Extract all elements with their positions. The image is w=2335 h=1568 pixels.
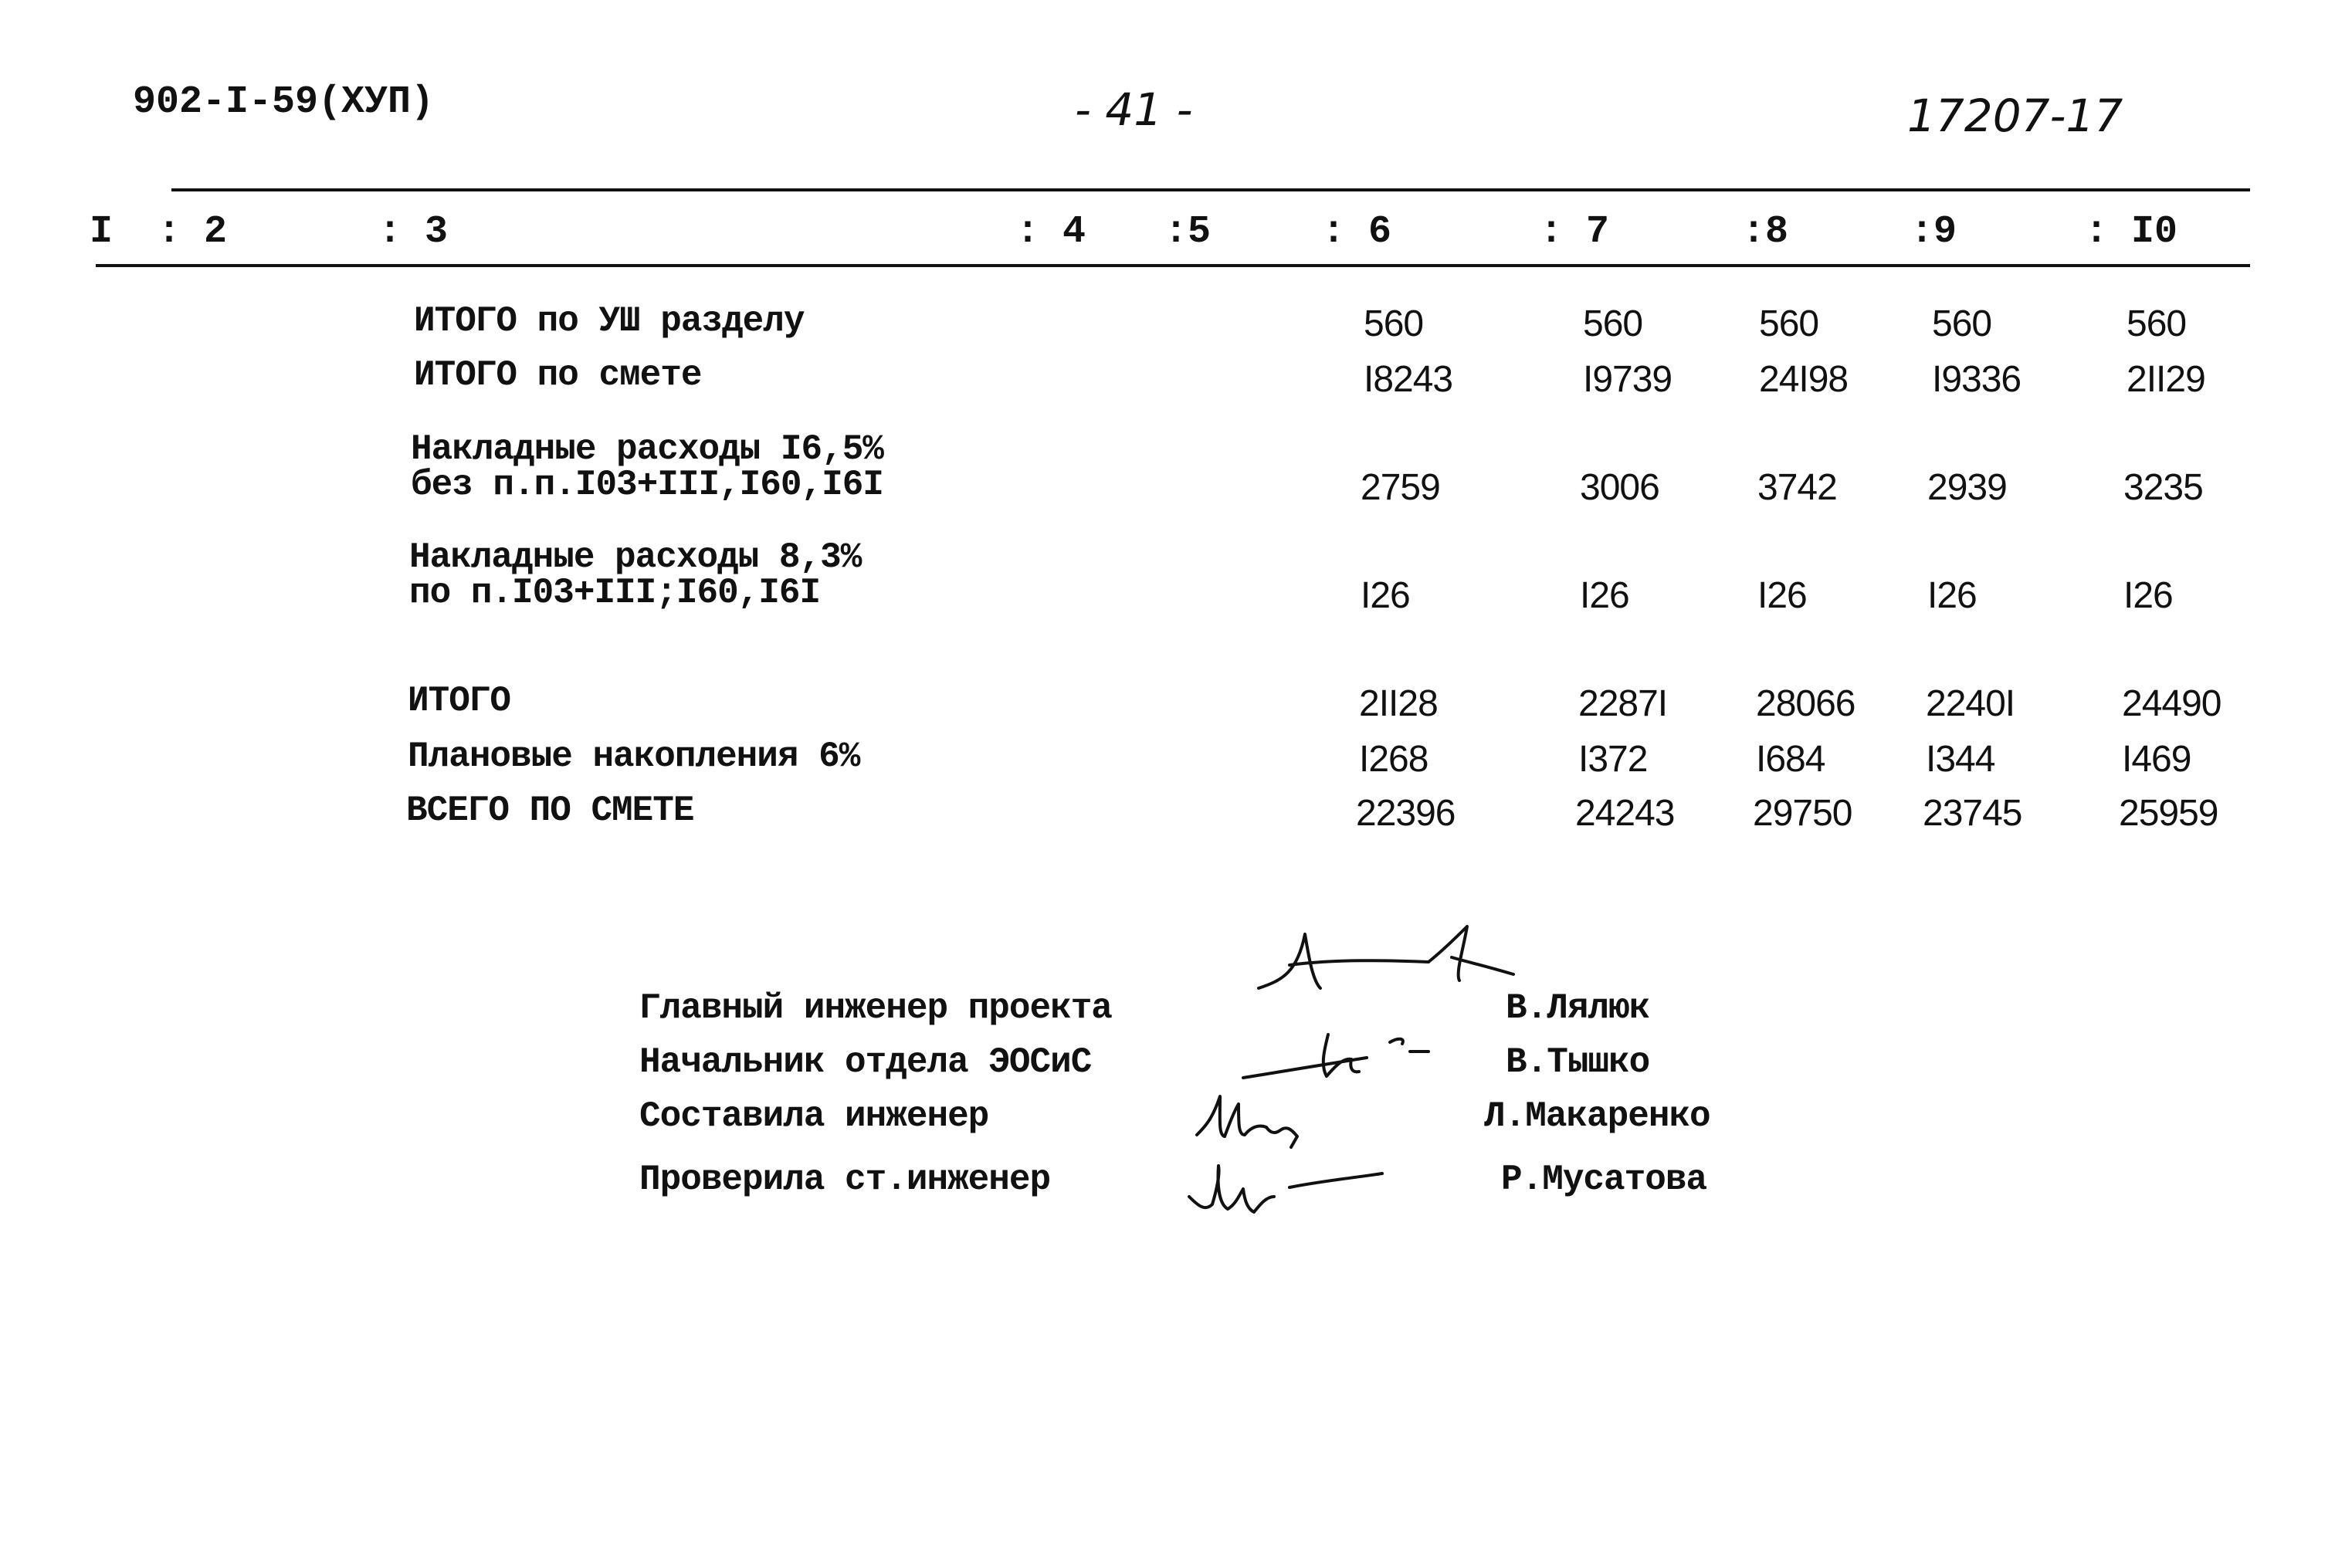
cell-col7: 2287I <box>1578 683 1668 724</box>
row-label-overhead-8-3-line2: по п.I03+III;I60,I6I <box>409 573 821 613</box>
cell-col7: 560 <box>1583 303 1643 344</box>
cell-col6: 2759 <box>1361 467 1440 508</box>
cell-col10: I26 <box>2123 575 2173 616</box>
column-header-3: : 3 <box>378 210 449 254</box>
row-label-overhead-8-3-line1: Накладные расходы 8,3% <box>409 537 862 577</box>
signature-name-senior-engineer: Р.Мусатова <box>1501 1160 1707 1200</box>
cell-col10: 560 <box>2127 303 2187 344</box>
cell-col8: 3742 <box>1757 467 1837 508</box>
cell-col10: I469 <box>2122 739 2191 780</box>
document-code: 902-I-59(ХУП) <box>133 80 435 124</box>
cell-col8: 28066 <box>1756 683 1855 724</box>
cell-col10: 2II29 <box>2127 359 2205 400</box>
column-header-4: : 4 <box>1016 210 1086 254</box>
row-label-estimate-total: ИТОГО по смете <box>414 355 702 395</box>
cell-col7: 3006 <box>1580 467 1659 508</box>
cell-col10: 25959 <box>2119 793 2218 834</box>
column-header-6: : 6 <box>1322 210 1392 254</box>
cell-col9: 560 <box>1932 303 1992 344</box>
signature-role-department-head: Начальник отдела ЭОСиС <box>639 1042 1092 1082</box>
cell-col8: I684 <box>1756 739 1825 780</box>
cell-col9: 2939 <box>1927 467 2007 508</box>
signature-image-department-head <box>1235 1011 1467 1089</box>
column-header-10: : I0 <box>2085 210 2178 254</box>
cell-col9: 23745 <box>1923 793 2022 834</box>
page-number: - 41 - <box>1075 83 1193 136</box>
signature-role-chief-engineer: Главный инженер проекта <box>639 988 1112 1028</box>
cell-col6: 22396 <box>1356 793 1456 834</box>
cell-col6: I8243 <box>1364 359 1453 400</box>
row-label-section-total: ИТОГО по УШ разделу <box>414 301 805 341</box>
cell-col6: 560 <box>1364 303 1424 344</box>
cell-col7: 24243 <box>1575 793 1675 834</box>
cell-col10: 24490 <box>2122 683 2221 724</box>
cell-col7: I26 <box>1580 575 1629 616</box>
signature-name-chief-engineer: В.Лялюк <box>1506 988 1650 1028</box>
table-header-rule <box>96 264 2250 267</box>
table-top-rule <box>171 188 2250 191</box>
cell-col9: 2240I <box>1926 683 2015 724</box>
column-header-2: : 2 <box>158 210 228 254</box>
column-header-9: :9 <box>1910 210 1957 254</box>
cell-col6: 2II28 <box>1359 683 1438 724</box>
cell-col7: I9739 <box>1583 359 1672 400</box>
column-header-8: :8 <box>1742 210 1789 254</box>
cell-col8: 29750 <box>1753 793 1852 834</box>
cell-col7: I372 <box>1578 739 1648 780</box>
signature-image-senior-engineer <box>1174 1143 1405 1235</box>
signature-role-senior-engineer: Проверила ст.инженер <box>639 1160 1051 1200</box>
signature-name-department-head: В.Тышко <box>1506 1042 1650 1082</box>
cell-col6: I268 <box>1359 739 1428 780</box>
signature-name-engineer: Л.Макаренко <box>1484 1096 1710 1136</box>
column-header-7: : 7 <box>1540 210 1610 254</box>
row-label-total: ИТОГО <box>408 681 511 721</box>
cell-col8: 24I98 <box>1759 359 1849 400</box>
cell-col10: 3235 <box>2123 467 2203 508</box>
signature-role-engineer: Составила инженер <box>639 1096 989 1136</box>
column-header-5: :5 <box>1164 210 1212 254</box>
cell-col6: I26 <box>1361 575 1410 616</box>
row-label-planned-savings: Плановые накопления 6% <box>408 737 860 777</box>
column-header-1: I <box>90 210 114 254</box>
row-label-overhead-16-5-line1: Накладные расходы I6,5% <box>411 429 883 469</box>
cell-col9: I9336 <box>1932 359 2022 400</box>
cell-col9: I26 <box>1927 575 1977 616</box>
cell-col8: I26 <box>1757 575 1807 616</box>
row-label-grand-total: ВСЕГО ПО СМЕТЕ <box>406 791 694 831</box>
sheet-code: 17207-17 <box>1907 90 2123 142</box>
row-label-overhead-16-5-line2: без п.п.I03+III,I60,I6I <box>411 465 883 505</box>
cell-col8: 560 <box>1759 303 1819 344</box>
cell-col9: I344 <box>1926 739 1995 780</box>
signature-image-chief-engineer <box>1235 903 1544 1019</box>
